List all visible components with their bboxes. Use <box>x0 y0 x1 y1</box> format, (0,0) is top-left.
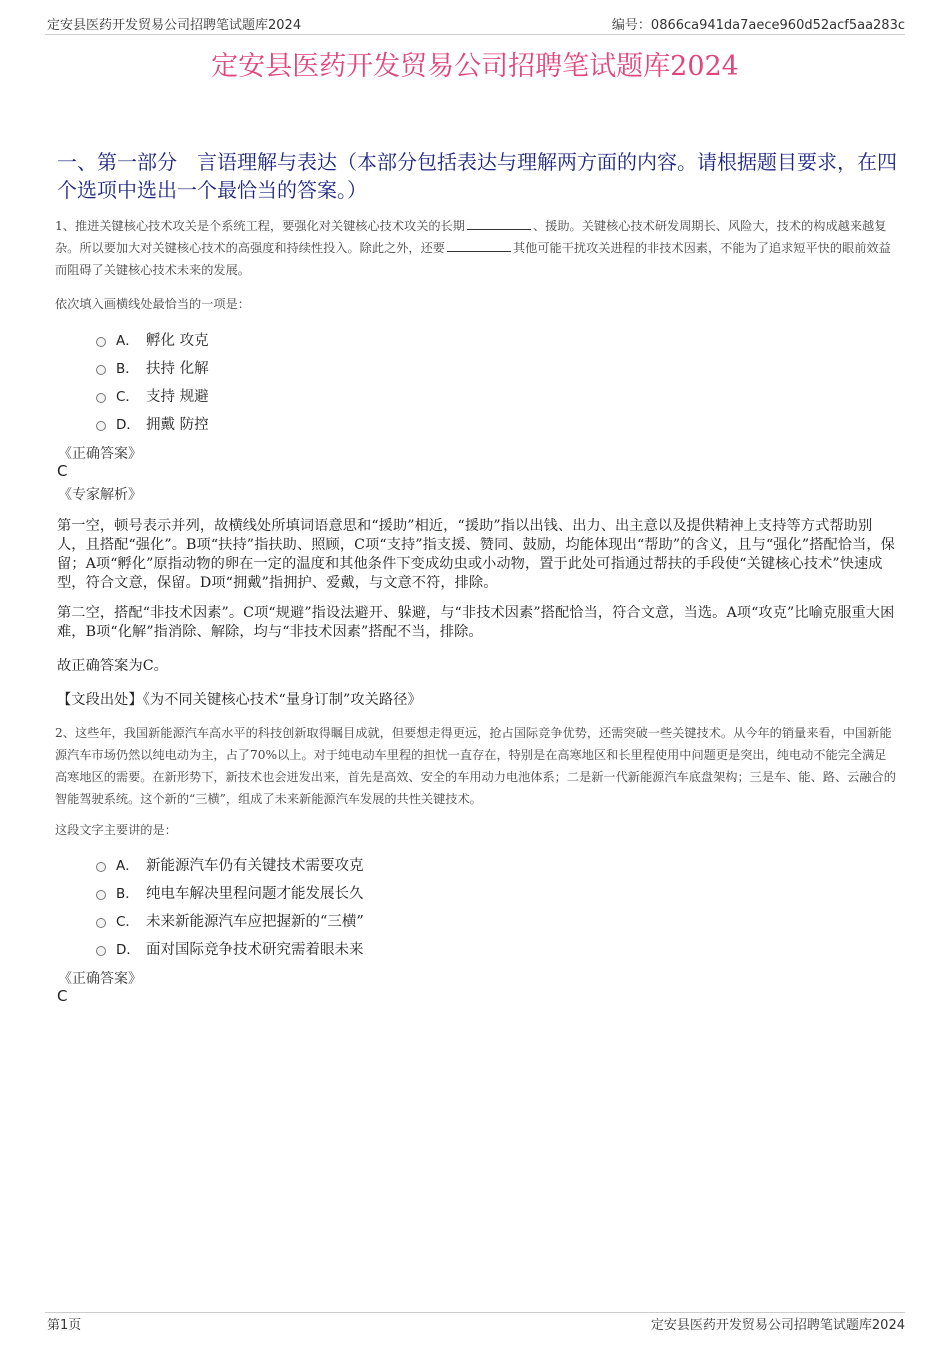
question-1-stem-part3: 其他可能干扰攻关进程的非技术因素，不能为了追求短平快的眼前效益而阻碍了关键核心技术未来的发展。 <box>55 241 891 277</box>
option-text: 未来新能源汽车应把握新的“三横” <box>146 913 364 930</box>
doc-code-value: 0866ca941da7aece960d52acf5aa283c <box>650 18 905 33</box>
question-1-source: 【文段出处】《为不同关键核心技术“量身订制”攻关路径》 <box>57 692 422 708</box>
option-letter: B． <box>116 361 139 377</box>
footer-divider <box>45 1312 905 1313</box>
radio-icon[interactable] <box>96 365 106 375</box>
question-1-option-a[interactable] <box>96 325 209 353</box>
radio-icon[interactable] <box>96 421 106 431</box>
header-doc-name: 定安县医药开发贸易公司招聘笔试题库2024 <box>47 18 302 33</box>
option-letter: A． <box>116 858 139 874</box>
blank-1 <box>467 217 531 230</box>
question-2-option-b[interactable] <box>96 878 364 906</box>
doc-code-label: 编号： <box>611 18 651 33</box>
header-doc-code <box>612 14 905 33</box>
radio-icon[interactable] <box>96 918 106 928</box>
option-text: 纯电车解决里程问题才能发展长久 <box>146 885 364 902</box>
header-divider <box>45 34 905 35</box>
radio-icon[interactable] <box>96 946 106 956</box>
option-letter: A． <box>116 333 139 349</box>
question-2-prompt: 这段文字主要讲的是： <box>55 823 177 837</box>
blank-2 <box>447 239 511 252</box>
question-1-stem <box>55 215 897 281</box>
option-text: 支持 规避 <box>146 388 209 405</box>
option-text: 面对国际竞争技术研究需着眼未来 <box>146 941 364 958</box>
question-1-prompt: 依次填入画横线处最恰当的一项是： <box>55 297 250 311</box>
question-1-options <box>96 325 209 437</box>
option-letter: D． <box>116 417 140 433</box>
question-2-options <box>96 850 364 962</box>
option-letter: B． <box>116 886 139 902</box>
option-text: 扶持 化解 <box>146 360 209 377</box>
radio-icon[interactable] <box>96 862 106 872</box>
question-1-option-c[interactable] <box>96 381 209 409</box>
question-1-option-b[interactable] <box>96 353 209 381</box>
question-2-answer: C <box>57 987 68 1005</box>
section-heading: 一、第一部分 言语理解与表达（本部分包括表达与理解两方面的内容。请根据题目要求，在四个选项中选出一个最恰当的答案。） <box>57 150 897 202</box>
radio-icon[interactable] <box>96 337 106 347</box>
footer-doc-name: 定安县医药开发贸易公司招聘笔试题库2024 <box>650 1318 905 1333</box>
radio-icon[interactable] <box>96 393 106 403</box>
question-1-answer-label: 《正确答案》 <box>58 446 142 462</box>
radio-icon[interactable] <box>96 890 106 900</box>
option-letter: D． <box>116 942 140 958</box>
question-1-analysis-label: 《专家解析》 <box>58 487 142 503</box>
question-2-option-d[interactable] <box>96 934 364 962</box>
question-2-option-a[interactable] <box>96 850 364 878</box>
question-1-stem-part2: 、援助。关键核心技术研发周期长、风险大，技术的构成越来越复杂。所以要加大对关键核心技术的高强度和持续性投入。除此之外，还要 <box>55 219 887 255</box>
option-letter: C． <box>116 389 139 405</box>
analysis-paragraph-2: 第二空，搭配“非技术因素”。C项“规避”指设法避开、躲避，与“非技术因素”搭配恰当，符合文意，当选。A项“攻克”比喻克服重大困难，B项“化解”指消除、解除，均与“非技术因素”搭配不当，排除。 <box>57 605 895 640</box>
question-1-answer: C <box>57 462 68 480</box>
question-1-option-d[interactable] <box>96 409 209 437</box>
analysis-paragraph-3: 故正确答案为C。 <box>57 658 168 674</box>
page-title: 定安县医药开发贸易公司招聘笔试题库2024 <box>211 51 739 82</box>
page-number: 第1页 <box>47 1318 82 1333</box>
question-1-stem-part1: 1、推进关键核心技术攻关是个系统工程，要强化对关键核心技术攻关的长期 <box>55 219 465 233</box>
option-text: 新能源汽车仍有关键技术需要攻克 <box>146 857 364 874</box>
option-text: 孵化 攻克 <box>146 332 209 349</box>
question-2-answer-label: 《正确答案》 <box>58 971 142 987</box>
option-letter: C． <box>116 914 139 930</box>
question-2-option-c[interactable] <box>96 906 364 934</box>
question-2-stem: 2、这些年，我国新能源汽车高水平的科技创新取得瞩目成就，但要想走得更远，抢占国际竞争优势，还需突破一些关键技术。从今年的销量来看，中国新能源汽车市场仍然以纯电动为主，占了70%以上。对于纯电动车里程的担忧一直存在，特别是在高寒地区和长里程使用中问题更是突出，纯电动不能完全满足高寒地区的需要。在新形势下，新技术也会迸发出来，首先是高效、安全的车用动力电池体系；二是新一代新能源汽车底盘架构；三是车、能、路、云融合的智能驾驶系统。这个新的“三横”，组成了未来新能源汽车发展的共性关键技术。 <box>55 726 896 806</box>
option-text: 拥戴 防控 <box>146 416 209 433</box>
analysis-paragraph-1: 第一空，顿号表示并列，故横线处所填词语意思和“援助”相近，“援助”指以出钱、出力、出主意以及提供精神上支持等方式帮助别人，且搭配“强化”。B项“扶持”指扶助、照顾，C项“支持”指支援、赞同、鼓励，均能体现出“帮助”的含义，且与“强化”搭配恰当，保留；A项“孵化”原指动物的卵在一定的温度和其他条件下变成幼虫或小动物，置于此处可指通过帮扶的手段使“关键核心技术”快速成型，符合文意，保留。D项“拥戴”指拥护、爱戴，与文意不符，排除。 <box>57 518 895 591</box>
